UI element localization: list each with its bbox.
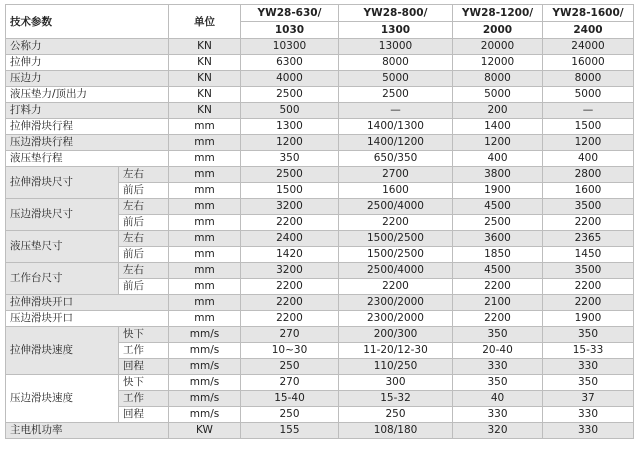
value-cell: 1500 [543,119,634,135]
group-name: 液压垫尺寸 [6,231,119,263]
value-cell: 2300/2000 [339,295,453,311]
value-cell: 1300 [241,119,339,135]
param-name: 拉伸滑块行程 [6,119,169,135]
table-row [6,231,634,247]
value-cell: 2500 [241,167,339,183]
value-cell: 2100 [453,295,543,311]
value-cell: 108/180 [339,423,453,439]
param-name: 压边力 [6,71,169,87]
param-name: 压边滑块行程 [6,135,169,151]
sub-label: 前后 [119,247,169,263]
param-name: 压边滑块开口 [6,311,169,327]
value-cell: 1200 [453,135,543,151]
unit-cell: mm [169,183,241,199]
value-cell: 270 [241,375,339,391]
unit-cell: mm [169,263,241,279]
unit-cell: mm [169,135,241,151]
value-cell: 250 [339,407,453,423]
value-cell: 4000 [241,71,339,87]
value-cell: 320 [453,423,543,439]
spec-table [5,4,634,439]
value-cell: 1420 [241,247,339,263]
unit-cell: mm [169,167,241,183]
table-row [6,87,634,103]
model-header-line2: 2400 [543,22,634,39]
value-cell: 2200 [543,295,634,311]
value-cell: 2200 [241,215,339,231]
value-cell: 10~30 [241,343,339,359]
table-row [6,375,634,391]
value-cell: 2300/2000 [339,311,453,327]
value-cell: 350 [543,375,634,391]
value-cell: 3800 [453,167,543,183]
value-cell: 2200 [453,311,543,327]
param-name: 液压垫行程 [6,151,169,167]
param-name: 公称力 [6,39,169,55]
group-name: 工作台尺寸 [6,263,119,295]
value-cell: 2200 [241,295,339,311]
value-cell: 6300 [241,55,339,71]
value-cell: 330 [453,407,543,423]
value-cell: 2400 [241,231,339,247]
unit-cell: KN [169,103,241,119]
group-name: 拉伸滑块速度 [6,327,119,375]
value-cell: 16000 [543,55,634,71]
model-header-line1: YW28-1600/ [543,5,634,22]
unit-cell: KN [169,71,241,87]
table-row [6,423,634,439]
value-cell: 11-20/12-30 [339,343,453,359]
value-cell: 400 [543,151,634,167]
value-cell: 330 [453,359,543,375]
value-cell: 1200 [241,135,339,151]
value-cell: 1450 [543,247,634,263]
value-cell: 40 [453,391,543,407]
table-row [6,167,634,183]
value-cell: 15-32 [339,391,453,407]
sub-label: 回程 [119,407,169,423]
value-cell: 2500/4000 [339,199,453,215]
param-name: 主电机功率 [6,423,169,439]
value-cell: 2500 [453,215,543,231]
value-cell: 1400/1200 [339,135,453,151]
value-cell: 500 [241,103,339,119]
value-cell: 2365 [543,231,634,247]
value-cell: 1400 [453,119,543,135]
value-cell: 37 [543,391,634,407]
value-cell: 2200 [339,279,453,295]
value-cell: 330 [543,407,634,423]
sub-label: 前后 [119,215,169,231]
value-cell: 110/250 [339,359,453,375]
value-cell: — [339,103,453,119]
value-cell: 330 [543,359,634,375]
param-header: 技术参数 [6,5,169,39]
unit-cell: mm [169,311,241,327]
param-name: 打料力 [6,103,169,119]
value-cell: 2500 [339,87,453,103]
value-cell: 3200 [241,263,339,279]
value-cell: 15-33 [543,343,634,359]
value-cell: 1500/2500 [339,231,453,247]
sub-label: 快下 [119,327,169,343]
sub-label: 工作 [119,343,169,359]
value-cell: 3600 [453,231,543,247]
value-cell: 5000 [453,87,543,103]
value-cell: 10300 [241,39,339,55]
value-cell: 400 [453,151,543,167]
unit-cell: mm/s [169,343,241,359]
table-row [6,55,634,71]
model-header-line1: YW28-630/ [241,5,339,22]
group-name: 压边滑块速度 [6,375,119,423]
table-row [6,295,634,311]
value-cell: 2200 [453,279,543,295]
value-cell: 8000 [453,71,543,87]
value-cell: 20-40 [453,343,543,359]
value-cell: 1900 [453,183,543,199]
value-cell: 2200 [543,215,634,231]
value-cell: 4500 [453,199,543,215]
value-cell: 270 [241,327,339,343]
value-cell: 1200 [543,135,634,151]
value-cell: 8000 [339,55,453,71]
sub-label: 左右 [119,167,169,183]
value-cell: 1900 [543,311,634,327]
param-name: 液压垫力/顶出力 [6,87,169,103]
value-cell: 2200 [241,279,339,295]
unit-cell: mm [169,231,241,247]
value-cell: 350 [453,327,543,343]
sub-label: 前后 [119,183,169,199]
header-row [6,5,634,22]
unit-cell: mm [169,199,241,215]
value-cell: 350 [453,375,543,391]
value-cell: 250 [241,407,339,423]
value-cell: 1600 [543,183,634,199]
model-header-line1: YW28-800/ [339,5,453,22]
table-row [6,119,634,135]
unit-cell: mm [169,295,241,311]
unit-cell: mm/s [169,359,241,375]
value-cell: 1500/2500 [339,247,453,263]
table-row [6,263,634,279]
value-cell: 1500 [241,183,339,199]
value-cell: 155 [241,423,339,439]
table-row [6,103,634,119]
value-cell: 1400/1300 [339,119,453,135]
value-cell: 200/300 [339,327,453,343]
table-row [6,311,634,327]
unit-cell: KN [169,55,241,71]
value-cell: 1850 [453,247,543,263]
table-row [6,199,634,215]
value-cell: 24000 [543,39,634,55]
unit-header: 单位 [169,5,241,39]
value-cell: 3500 [543,199,634,215]
value-cell: 4500 [453,263,543,279]
value-cell: 3200 [241,199,339,215]
value-cell: 200 [453,103,543,119]
value-cell: 1600 [339,183,453,199]
sub-label: 工作 [119,391,169,407]
value-cell: 2700 [339,167,453,183]
value-cell: 5000 [339,71,453,87]
value-cell: 300 [339,375,453,391]
unit-cell: mm/s [169,327,241,343]
model-header-line2: 2000 [453,22,543,39]
value-cell: 3500 [543,263,634,279]
sub-label: 快下 [119,375,169,391]
unit-cell: mm/s [169,391,241,407]
table-row [6,151,634,167]
value-cell: 5000 [543,87,634,103]
value-cell: 2200 [543,279,634,295]
value-cell: 2500 [241,87,339,103]
spec-table-body [6,39,634,439]
table-row [6,39,634,55]
param-name: 拉伸滑块开口 [6,295,169,311]
unit-cell: KW [169,423,241,439]
group-name: 压边滑块尺寸 [6,199,119,231]
value-cell: 20000 [453,39,543,55]
value-cell: 2200 [339,215,453,231]
sub-label: 左右 [119,263,169,279]
value-cell: 2500/4000 [339,263,453,279]
sub-label: 左右 [119,199,169,215]
value-cell: 2800 [543,167,634,183]
unit-cell: mm [169,247,241,263]
value-cell: 15-40 [241,391,339,407]
value-cell: 12000 [453,55,543,71]
table-row [6,71,634,87]
unit-cell: mm/s [169,375,241,391]
value-cell: 350 [241,151,339,167]
unit-cell: KN [169,87,241,103]
table-row [6,135,634,151]
unit-cell: mm/s [169,407,241,423]
value-cell: 2200 [241,311,339,327]
model-header-line1: YW28-1200/ [453,5,543,22]
value-cell: 350 [543,327,634,343]
value-cell: 8000 [543,71,634,87]
table-row [6,327,634,343]
sub-label: 左右 [119,231,169,247]
model-header-line2: 1030 [241,22,339,39]
value-cell: — [543,103,634,119]
unit-cell: mm [169,215,241,231]
value-cell: 250 [241,359,339,375]
unit-cell: mm [169,151,241,167]
unit-cell: KN [169,39,241,55]
sub-label: 前后 [119,279,169,295]
sub-label: 回程 [119,359,169,375]
value-cell: 650/350 [339,151,453,167]
param-name: 拉伸力 [6,55,169,71]
group-name: 拉伸滑块尺寸 [6,167,119,199]
value-cell: 13000 [339,39,453,55]
unit-cell: mm [169,119,241,135]
unit-cell: mm [169,279,241,295]
value-cell: 330 [543,423,634,439]
model-header-line2: 1300 [339,22,453,39]
spec-table-container [5,4,633,439]
